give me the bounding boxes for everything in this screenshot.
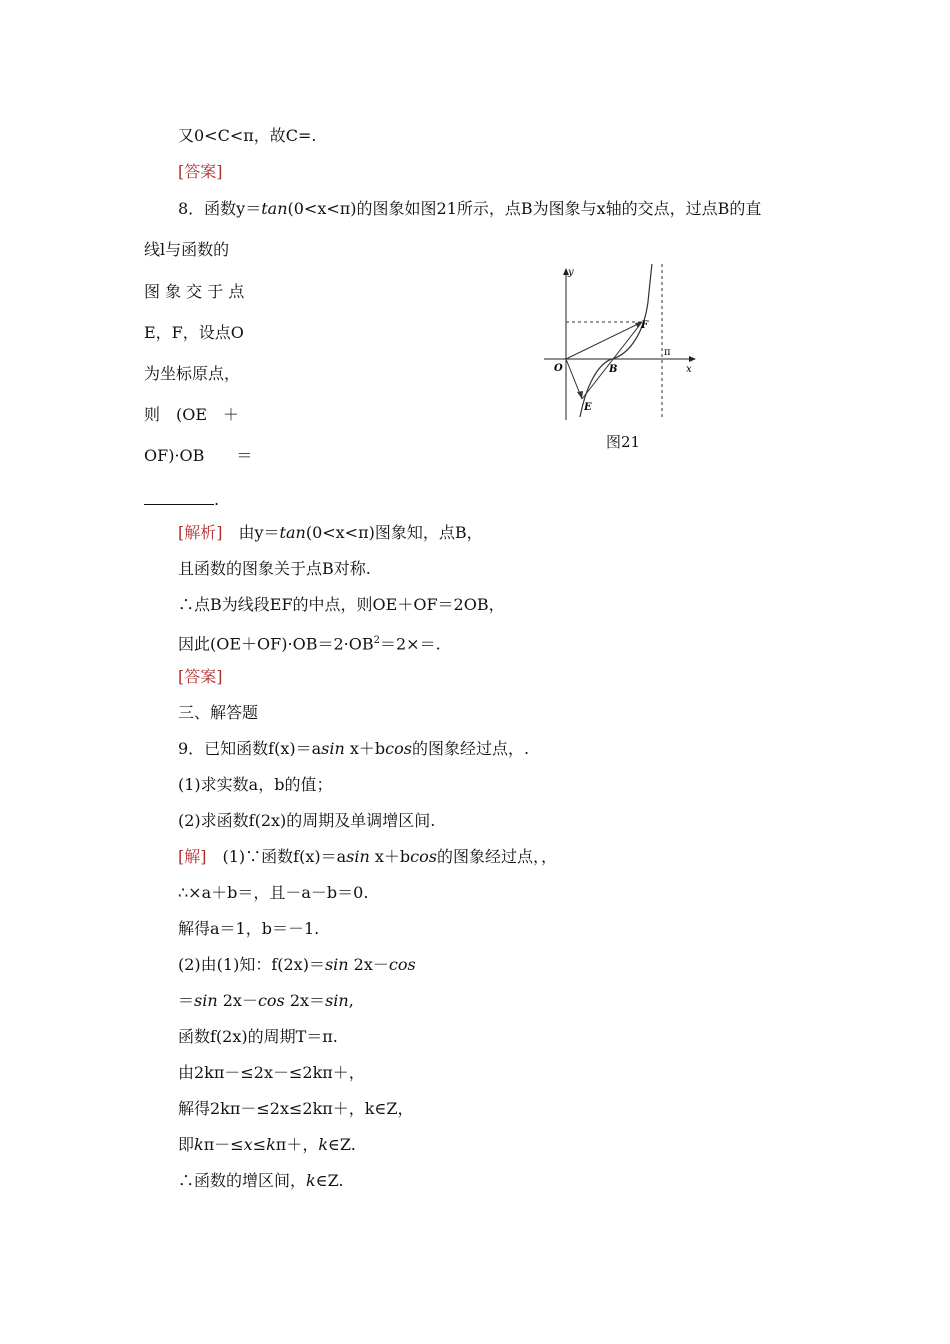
text-line: ∴点B为线段EF的中点，则OE＋OF＝2OB， (178, 595, 505, 614)
answer-blank-line: . (144, 490, 219, 510)
pi-label: π (664, 347, 671, 358)
analysis-line: [解析] 由y＝tan(0<x<π)图象知，点B， (178, 523, 483, 542)
solution-line: [解] (1)∵函数f(x)＝asin x＋bcos的图象经过点，， (178, 847, 557, 866)
text-line: 解得a＝1，b＝－1. (178, 919, 320, 938)
text-line: ∴×a＋b＝，且－a－b＝0. (178, 883, 369, 902)
arrow-e-icon (577, 391, 583, 399)
answer-tag: [答案] (178, 162, 223, 181)
tan-curve (580, 264, 652, 417)
problem-8-statement: 8．函数y＝tan(0<x<π)的图象如图21所示，点B为图象与x轴的交点，过点B的直 (178, 199, 762, 218)
text-line: (2)求函数f(2x)的周期及单调增区间. (178, 811, 436, 830)
line-ef (582, 322, 642, 399)
text-line: 函数f(2x)的周期T＝π. (178, 1027, 338, 1046)
text-line: OF)·OB ＝ (144, 446, 253, 465)
x-label: x (686, 364, 692, 375)
text-line: 且函数的图象关于点B对称. (178, 559, 371, 578)
problem-9-statement: 9．已知函数f(x)＝asin x＋bcos的图象经过点，. (178, 739, 530, 758)
point-e-label: E (584, 402, 592, 413)
y-label: y (568, 267, 574, 278)
x-axis-arrow-icon (689, 356, 696, 362)
section-heading: 三、解答题 (178, 703, 259, 722)
text-line: 由2kπ－≤2x－≤2kπ＋， (178, 1063, 365, 1082)
analysis-tag: [解析] (178, 523, 223, 542)
text-line: (1)求实数a，b的值； (178, 775, 333, 794)
origin-label: O (554, 363, 563, 374)
text-line: 为坐标原点， (144, 364, 241, 383)
tangent-graph-figure (540, 262, 710, 424)
point-f-label: F (641, 320, 649, 331)
text-line: 即kπ－≤x≤kπ＋，k∈Z. (178, 1135, 356, 1154)
text-line: ＝sin 2x－cos 2x＝sin, (178, 991, 354, 1010)
figure-caption: 图21 (606, 433, 641, 451)
point-b-label: B (609, 364, 618, 375)
text-line: ∴函数的增区间，k∈Z. (178, 1171, 344, 1190)
text-line: (2)由(1)知：f(2x)＝sin 2x－cos (178, 955, 416, 974)
solution-tag: [解] (178, 847, 207, 866)
answer-tag: [答案] (178, 667, 223, 686)
text-line: 则 (OE ＋ (144, 405, 240, 424)
text-line: E，F，设点O (144, 323, 244, 342)
answer-blank (144, 490, 214, 505)
segment-of (566, 322, 642, 359)
text-line: 解得2kπ－≤2x≤2kπ＋，k∈Z， (178, 1099, 414, 1118)
text-line: 又0<C<π，故C=. (178, 126, 317, 145)
text-line: 线l与函数的 (144, 240, 230, 259)
text-line: 图 象 交 于 点 (144, 282, 245, 301)
text-line: 因此$(OE+OF)\cdot OB=2\cdot OB^2=2\times=$. (178, 634, 441, 654)
